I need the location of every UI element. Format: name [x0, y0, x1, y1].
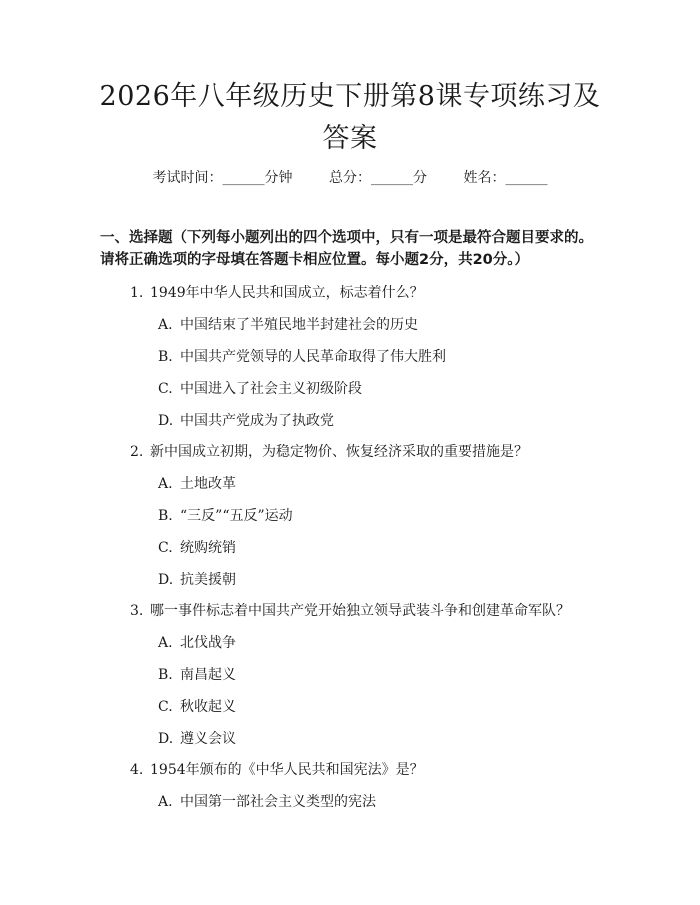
question-1	[130, 283, 424, 303]
section-heading: 一、选择题（下列每小题列出的四个选项中，只有一项是最符合题目要求的。请将正确选项的字母填在答题卡相应位置。每小题2分，共20分。）	[100, 230, 593, 268]
document-title: 2026年八年级历史下册第8课专项练习及答案	[99, 81, 601, 154]
question-2	[130, 442, 528, 462]
name-field: 姓名：______	[463, 170, 548, 186]
option-3d	[158, 729, 236, 749]
option-1d	[158, 411, 334, 431]
option-letter: A.	[158, 476, 173, 492]
option-letter: D.	[158, 731, 174, 747]
option-text: 北伐战争	[180, 635, 236, 651]
option-2a	[158, 474, 236, 494]
option-3b	[158, 665, 236, 685]
option-letter: B.	[158, 508, 173, 524]
question-3	[130, 601, 570, 621]
option-3c	[158, 697, 236, 717]
total-score-field: 总分：______分	[329, 170, 427, 186]
option-1c	[158, 379, 362, 399]
option-text: 南昌起义	[180, 667, 236, 683]
option-2d	[158, 570, 236, 590]
option-letter: A.	[158, 794, 173, 810]
question-text: 1949年中华人民共和国成立，标志着什么？	[150, 285, 424, 301]
exam-time-field: 考试时间：______分钟	[152, 170, 293, 186]
question-4	[130, 760, 424, 780]
option-text: 遵义会议	[180, 731, 236, 747]
option-text: 中国共产党领导的人民革命取得了伟大胜利	[180, 349, 446, 365]
option-4a	[158, 792, 376, 812]
option-text: 抗美援朝	[180, 572, 236, 588]
option-text: 秋收起义	[180, 699, 236, 715]
option-1b	[158, 347, 446, 367]
option-text: 统购统销	[180, 540, 236, 556]
question-number: 4.	[130, 762, 144, 778]
option-text: 土地改革	[180, 476, 236, 492]
question-number: 2.	[130, 444, 144, 460]
option-letter: D.	[158, 413, 174, 429]
option-letter: C.	[158, 540, 173, 556]
option-text: 中国进入了社会主义初级阶段	[180, 381, 362, 397]
exam-meta	[0, 168, 700, 188]
option-text: 中国结束了半殖民地半封建社会的历史	[180, 317, 418, 333]
question-text: 1954年颁布的《中华人民共和国宪法》是？	[150, 762, 424, 778]
option-3a	[158, 633, 236, 653]
option-letter: A.	[158, 317, 173, 333]
option-letter: B.	[158, 667, 173, 683]
question-number: 1.	[130, 285, 144, 301]
option-letter: C.	[158, 699, 173, 715]
option-text: 中国共产党成为了执政党	[180, 413, 334, 429]
option-letter: D.	[158, 572, 174, 588]
option-letter: B.	[158, 349, 173, 365]
question-text: 新中国成立初期，为稳定物价、恢复经济采取的重要措施是？	[150, 444, 528, 460]
option-letter: C.	[158, 381, 173, 397]
option-2c	[158, 538, 236, 558]
option-text: 中国第一部社会主义类型的宪法	[180, 794, 376, 810]
option-2b	[158, 506, 293, 526]
option-text: “三反”“五反”运动	[180, 508, 293, 524]
question-number: 3.	[130, 603, 144, 619]
option-1a	[158, 315, 418, 335]
option-letter: A.	[158, 635, 173, 651]
question-text: 哪一事件标志着中国共产党开始独立领导武装斗争和创建革命军队？	[150, 603, 570, 619]
